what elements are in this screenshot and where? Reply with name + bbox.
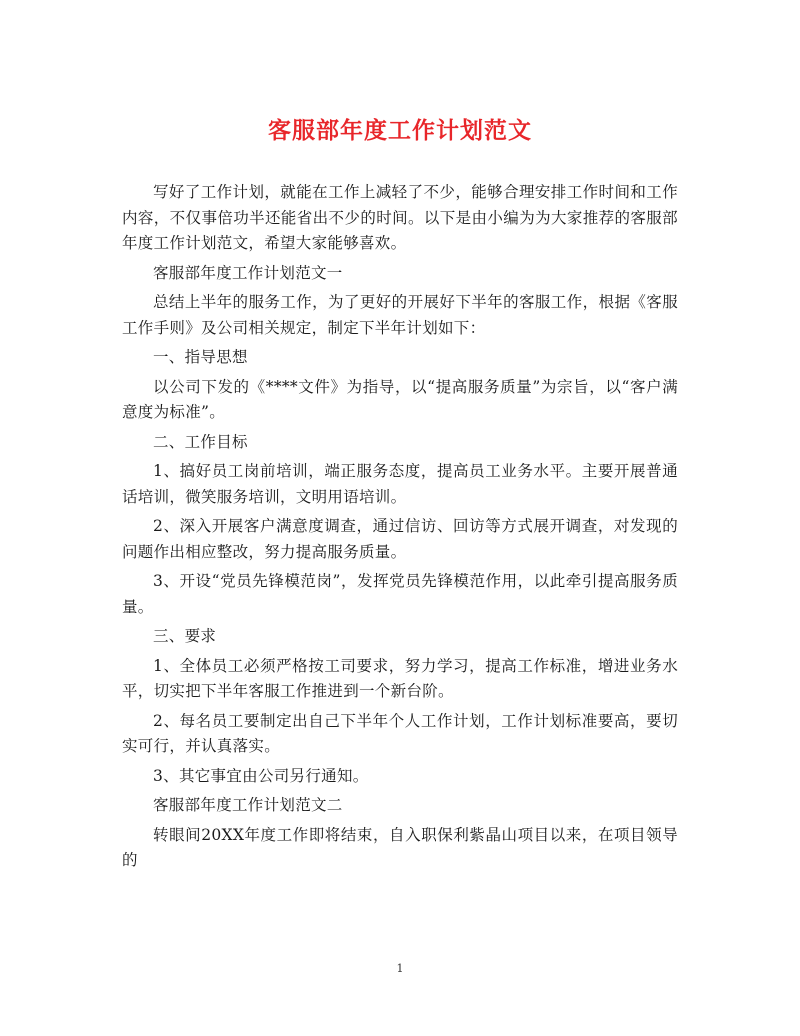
paragraph-heading-guiding-ideas: 一、指导思想	[153, 348, 248, 366]
paragraph-goal-2: 2、深入开展客户满意度调查，通过信访、回访等方式展开调查，对发现的问题作出相应整改，努力提高服务质量。	[122, 517, 678, 561]
paragraph-heading-requirements: 三、要求	[153, 627, 217, 645]
paragraph-section-heading-1: 客服部年度工作计划范文一	[153, 263, 343, 282]
document-title: 客服部年度工作计划范文	[268, 117, 532, 144]
page-number: 1	[396, 962, 404, 975]
paragraph-heading-goals: 二、工作目标	[153, 432, 248, 451]
paragraph-goal-1: 1、搞好员工岗前培训，端正服务态度，提高员工业务水平。主要开展普通话培训，微笑服务培训，文明用语培训。	[122, 462, 678, 506]
paragraph-guiding-ideas: 以公司下发的《****文件》为指导，以“提高服务质量”为宗旨，以“客户满意度为标准”。	[122, 377, 678, 421]
paragraph-intro: 写好了工作计划，就能在工作上减轻了不少，能够合理安排工作时间和工作内容，不仅事倍功半还能省出不少的时间。以下是由小编为为大家推荐的客服部年度工作计划范文，希望大家能够喜欢。	[122, 183, 678, 252]
paragraph-requirement-3: 3、其它事宜由公司另行通知。	[153, 766, 369, 785]
document-body	[122, 180, 678, 878]
paragraph-goal-3: 3、开设“党员先锋模范岗”，发挥党员先锋模范作用，以此牵引提高服务质量。	[122, 572, 678, 616]
paragraph-summary: 总结上半年的服务工作，为了更好的开展好下半年的客服工作，根据《客服工作手则》及公司相关规定，制定下半年计划如下：	[122, 293, 678, 337]
paragraph-section-2-start: 转眼间20XX年度工作即将结束，自入职保利紫晶山项目以来，在项目领导的	[122, 825, 678, 869]
paragraph-requirement-1: 1、全体员工必须严格按工司要求，努力学习，提高工作标准，增进业务水平，切实把下半年客服工作推进到一个新台阶。	[122, 656, 678, 700]
paragraph-section-heading-2: 客服部年度工作计划范文二	[153, 796, 343, 814]
paragraph-requirement-2: 2、每名员工要制定出自己下半年个人工作计划，工作计划标准要高，要切实可行，并认真落实。	[122, 711, 678, 755]
